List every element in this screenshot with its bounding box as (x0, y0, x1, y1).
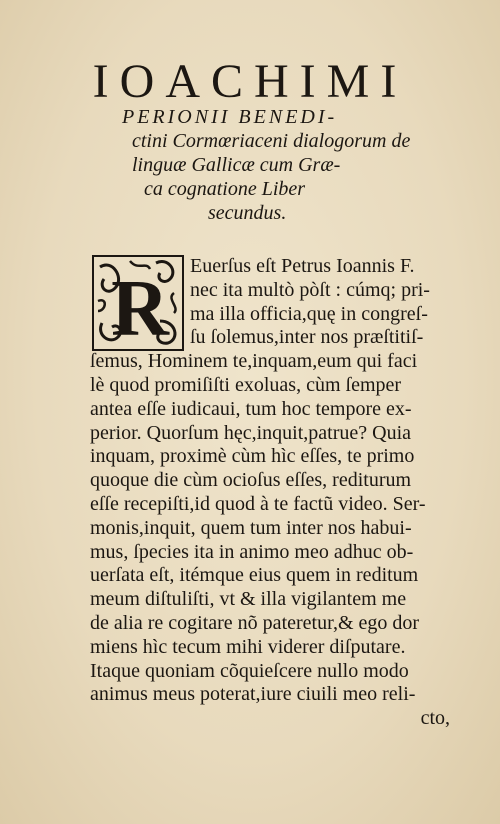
text-line: quoque die cùm ocioſus eſſes, rediturum (90, 469, 412, 492)
text-line: miens hìc tecum mihi viderer diſputare. (90, 635, 406, 658)
text-line: uerſata eſt, itémque eius quem in reditum (90, 564, 419, 587)
initial-letter-text: R (111, 265, 169, 349)
subtitle-block (122, 105, 410, 225)
subtitle-line: ca cognatione Liber (144, 178, 306, 200)
text-line: lè quod promiſiſti exoluas, cùm ſemper (90, 373, 402, 396)
page-title: IOACHIMI (92, 55, 408, 108)
text-line: Itaque quoniam cõquieſcere nullo modo (90, 659, 409, 682)
text-line: Euerſus eſt Petrus Ioannis F. (190, 255, 415, 277)
subtitle-line: ctini Cormœriaceni dialogorum de (132, 130, 411, 152)
text-line: mus, ſpecies ita in animo meo adhuc ob- (90, 540, 414, 563)
text-line: eſſe recepiſti,id quod à te factũ video. Ser- (90, 492, 426, 515)
text-line: de alia re cogitare nõ pateretur,& ego dor (90, 611, 420, 634)
text-line: animus meus poterat,iure ciuili meo reli- (90, 683, 416, 706)
text-line: nec ita multò pòſt : cúmq; pri- (190, 278, 430, 301)
text-line: cto, (420, 707, 450, 730)
subtitle-line: PERIONII BENEDI- (122, 106, 338, 128)
text-line: perior. Quorſum hęc,inquit,patrue? Quia (90, 421, 412, 444)
subtitle-line: secundus. (208, 202, 287, 224)
text-line: antea eſſe iudicaui, tum hoc tempore ex- (90, 397, 412, 420)
body-text (90, 255, 450, 731)
text-line: ma illa officia,quę in congreſ- (190, 302, 428, 325)
text-line: ſemus, Hominem te,inquam,eum qui faci (90, 350, 418, 373)
text-line: meum diſtuliſti, vt & illa vigilantem me (90, 588, 407, 611)
text-line: ſu ſolemus,inter nos præſtitiſ- (190, 326, 424, 349)
subtitle-line: linguæ Gallicæ cum Græ- (132, 154, 341, 176)
text-line: monis,inquit, quem tum inter nos habui- (90, 516, 412, 539)
text-line: inquam, proximè cùm hìc eſſes, te primo (90, 445, 415, 468)
